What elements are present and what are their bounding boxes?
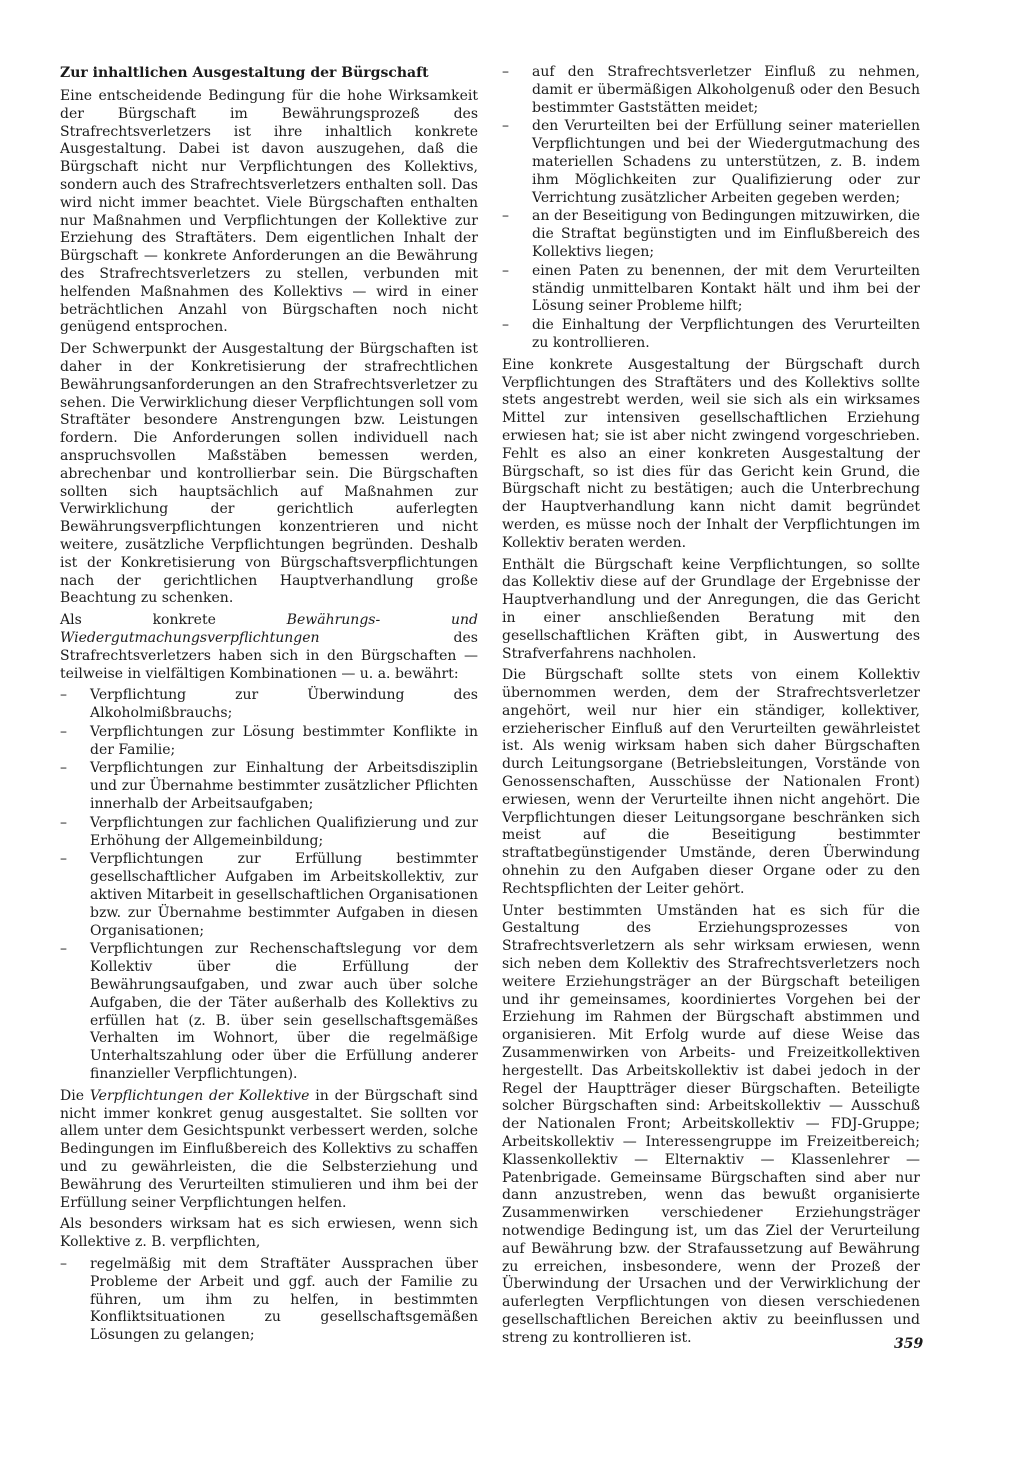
list-item: – Verpflichtungen zur Lösung bestimmter Konflikte in der Familie;	[60, 724, 478, 760]
right-column	[502, 64, 920, 1352]
paragraph-text: in der Bürgschaft sind nicht immer konkret genug ausgestaltet. Sie sollten vor allem unter dem Gesichtspunkt verbessert werden, solche Bedingungen im Einflußbereich des Kollektivs zu schaffen und zu gewährleisten, die die Selbsterziehung und Bewährung des Verurteilten stimulieren und ihm bei der Erfüllung seiner Verpflichtungen helfen.	[60, 1087, 479, 1211]
collective-obligations-list	[60, 1256, 478, 1345]
paragraph: Als besonders wirksam hat es sich erwiesen, wenn sich Kollektive z. B. verpflichten,	[60, 1216, 478, 1251]
paragraph: Die Bürgschaft sollte stets von einem Kollektiv übernommen werden, dem der Strafrechtsverletzer angehört, weil nur hier ein ständiger, kollektiver, erzieherischer Einfluß auf den Verurteilten gewährleistet ist. Als wenig wirksam haben sich daher Bürgschaften durch Leitungsorgane (Betriebsleitungen, Vorstände von Genossenschaften, Ausschüsse der Nationalen Front) erwiesen, wenn der Verurteilte ihnen nicht angehört. Die Verpflichtungen dieser Leitungsorgane beschränken sich meist auf die Beseitigung bestimmter straftatbegünstigender Umstände, deren Überwindung ohnehin zu den Aufgaben dieser Organe oder zu den Rechtspflichten der Leiter gehört.	[502, 667, 920, 897]
paragraph: Eine entscheidende Bedingung für die hohe Wirksamkeit der Bürgschaft im Bewährungsprozeß des Strafrechtsverletzers ist ihre inhaltlich konkrete Ausgestaltung. Dabei ist davon auszugehen, daß die Bürgschaft nicht nur Verpflichtungen des Kollektivs, sondern auch des Strafrechtsverletzers enthalten soll. Das wird nicht immer beachtet. Viele Bürgschaften enthalten nur Maßnahmen und Verpflichtungen der Kollektive zur Erziehung des Straftäters. Dem eigentlichen Inhalt der Bürgschaft — konkrete Anforderungen an die Bewährung des Strafrechtsverletzers zu stellen, verbunden mit helfenden Maßnahmen des Kollektivs — wird in einer beträchtlichen Anzahl von Bürgschaften noch nicht genügend entsprochen.	[60, 88, 478, 336]
paragraph	[60, 1088, 478, 1213]
list-item: – Verpflichtungen zur Einhaltung der Arbeitsdisziplin und zur Übernahme bestimmter zusätzlicher Pflichten innerhalb der Arbeitsaufgaben;	[60, 760, 478, 813]
list-item: – regelmäßig mit dem Straftäter Aussprachen über Probleme der Arbeit und ggf. auch der Familie zu führen, um ihm zu helfen, in bestimmten Konfliktsituationen zu gesellschaftsgemäßen Lösungen zu gelangen;	[60, 1256, 478, 1345]
list-item: – Verpflichtungen zur Rechenschaftslegung vor dem Kollektiv über die Erfüllung der Bewährungsaufgaben, und zwar auch über solche Aufgaben, die der Täter außerhalb des Kollektivs zu erfüllen hat (z. B. über sein gesellschaftsgemäßes Verhalten im Wohnort, über die regelmäßige Unterhaltszahlung oder über die Erfüllung anderer finanzieller Verpflichtungen).	[60, 941, 478, 1083]
list-item: – Verpflichtungen zur fachlichen Qualifizierung und zur Erhöhung der Allgemeinbildung;	[60, 815, 478, 851]
paragraph: Enthält die Bürgschaft keine Verpflichtungen, so sollte das Kollektiv diese auf der Grundlage der Ergebnisse der Hauptverhandlung und der Anregungen, die das Gericht in einer anschließenden Beratung mit den gesellschaftlichen Kräften gibt, in Auswertung des Strafverfahrens nachholen.	[502, 556, 920, 662]
list-item: – den Verurteilten bei der Erfüllung seiner materiellen Verpflichtungen und bei der Wiedergutmachung des materiellen Schadens zu unterstützen, z. B. indem ihm Möglichkeiten zur Qualifizierung oder zur Verrichtung zusätzlicher Arbeiten gegeben werden;	[502, 118, 920, 207]
list-item: – Verpflichtung zur Überwindung des Alkoholmißbrauchs;	[60, 687, 478, 723]
paragraph-text: Die	[60, 1087, 90, 1104]
list-item: – an der Beseitigung von Bedingungen mitzuwirken, die die Straftat begünstigten und im Einflußbereich des Kollektivs liegen;	[502, 208, 920, 261]
paragraph: Der Schwerpunkt der Ausgestaltung der Bürgschaften ist daher in der Konkretisierung der strafrechtlichen Bewährungsanforderungen an den Strafrechtsverletzer zu sehen. Die Verwirklichung dieser Verpflichtungen soll vom Straftäter besondere Anstrengungen bzw. Leistungen fordern. Die Anforderungen sollen individuell nach anspruchsvollen Maßstäben bemessen werden, abrechenbar und kontrollierbar sein. Die Bürgschaften sollten sich hauptsächlich auf Maßnahmen zur Verwirklichung der gerichtlich auferlegten Bewährungsverpflichtungen konzentrieren und nicht weitere, zusätzliche Verpflichtungen begründen. Deshalb ist der Konkretisierung von Bürgschaftsverpflichtungen nach der gerichtlichen Hauptverhandlung große Beachtung zu schenken.	[60, 341, 478, 607]
paragraph-text: Als konkrete	[60, 612, 287, 629]
page-number: 359	[894, 1336, 924, 1352]
list-item: – einen Paten zu benennen, der mit dem Verurteilten ständig unmittelbaren Kontakt hält und ihm bei der Lösung seiner Probleme hilft;	[502, 263, 920, 316]
paragraph: Eine konkrete Ausgestaltung der Bürgschaft durch Verpflichtungen des Straftäters und des Kollektivs sollte stets angestrebt werden, weil sie sich als ein wirksames Mittel zur intensiven gesellschaftlichen Erziehung erwiesen hat; sie ist aber nicht zwingend vorgeschrieben. Fehlt es also an einer konkreten Ausgestaltung der Bürgschaft, so ist dies für das Gericht kein Grund, die Bürgschaft nicht zu bestätigen; auch die Unterbrechung der Hauptverhandlung kann nicht damit begründet werden, es müsse noch der Inhalt der Verpflichtungen im Kollektiv beraten werden.	[502, 356, 920, 551]
paragraph: Unter bestimmten Umständen hat es sich für die Gestaltung des Erziehungsprozesses von Strafrechtsverletzern als sehr wirksam erwiesen, wenn sich neben dem Kollektiv des Strafrechtsverletzers noch weitere Erziehungsträger an der Bürgschaft beteiligen und ihr gemeinsames, koordiniertes Vorgehen bei der Erziehung im Rahmen der Bürgschaft abstimmen und organisieren. Mit Erfolg wurde auf diese Weise das Zusammenwirken von Arbeits- und Freizeitkollektiven hergestellt. Das Arbeitskollektiv ist dabei jedoch in der Regel der Hauptträger dieser Bürgschaften. Beteiligte solcher Bürgschaften sind: Arbeitskollektiv — Ausschuß der Nationalen Front; Arbeitskollektiv — FDJ-Gruppe; Arbeitskollektiv — Interessengruppe im Freizeitbereich; Klassenkollektiv — Elternaktiv — Klassenlehrer — Patenbrigade. Gemeinsame Bürgschaften sind aber nur dann anzustreben, wenn das bewußt organisierte Zusammenwirken verschiedener Erziehungsträger notwendige Bedingung ist, um das Ziel der Verurteilung auf Bewährung bzw. der Strafaussetzung auf Bewährung zu erreichen, insbesondere, wenn der Prozeß der Überwindung der Ursachen und der Verwirklichung der auferlegten Verpflichtungen von diesen verschiedenen gesellschaftlichen Bereichen aktiv zu beeinflussen und streng zu kontrollieren ist.	[502, 902, 920, 1346]
obligations-list	[60, 687, 478, 1084]
collective-obligations-list-continued	[502, 64, 920, 353]
left-column	[60, 64, 478, 1349]
section-heading: Zur inhaltlichen Ausgestaltung der Bürgschaft	[60, 65, 429, 81]
paragraph-text: des Strafrechtsverletzers haben sich in den Bürgschaften — teilweise in vielfältigen Kombinationen — u. a. bewährt:	[60, 629, 478, 682]
list-item: – die Einhaltung der Verpflichtungen des Verurteilten zu kontrollieren.	[502, 317, 920, 353]
list-item: – auf den Strafrechtsverletzer Einfluß zu nehmen, damit er übermäßigen Alkoholgenuß oder den Besuch bestimmter Gaststätten meidet;	[502, 64, 920, 117]
emphasis-text: Verpflichtungen der Kollektive	[89, 1087, 310, 1104]
list-item: – Verpflichtungen zur Erfüllung bestimmter gesellschaftlicher Aufgaben im Arbeitskollektiv, zur aktiven Mitarbeit in gesellschaftlichen Organisationen bzw. zur Übernahme bestimmter Aufgaben in diesen Organisationen;	[60, 851, 478, 940]
emphasis-text: Bewährungs- und Wiedergutmachungsverpflichtungen	[60, 612, 478, 646]
paragraph	[60, 612, 478, 683]
